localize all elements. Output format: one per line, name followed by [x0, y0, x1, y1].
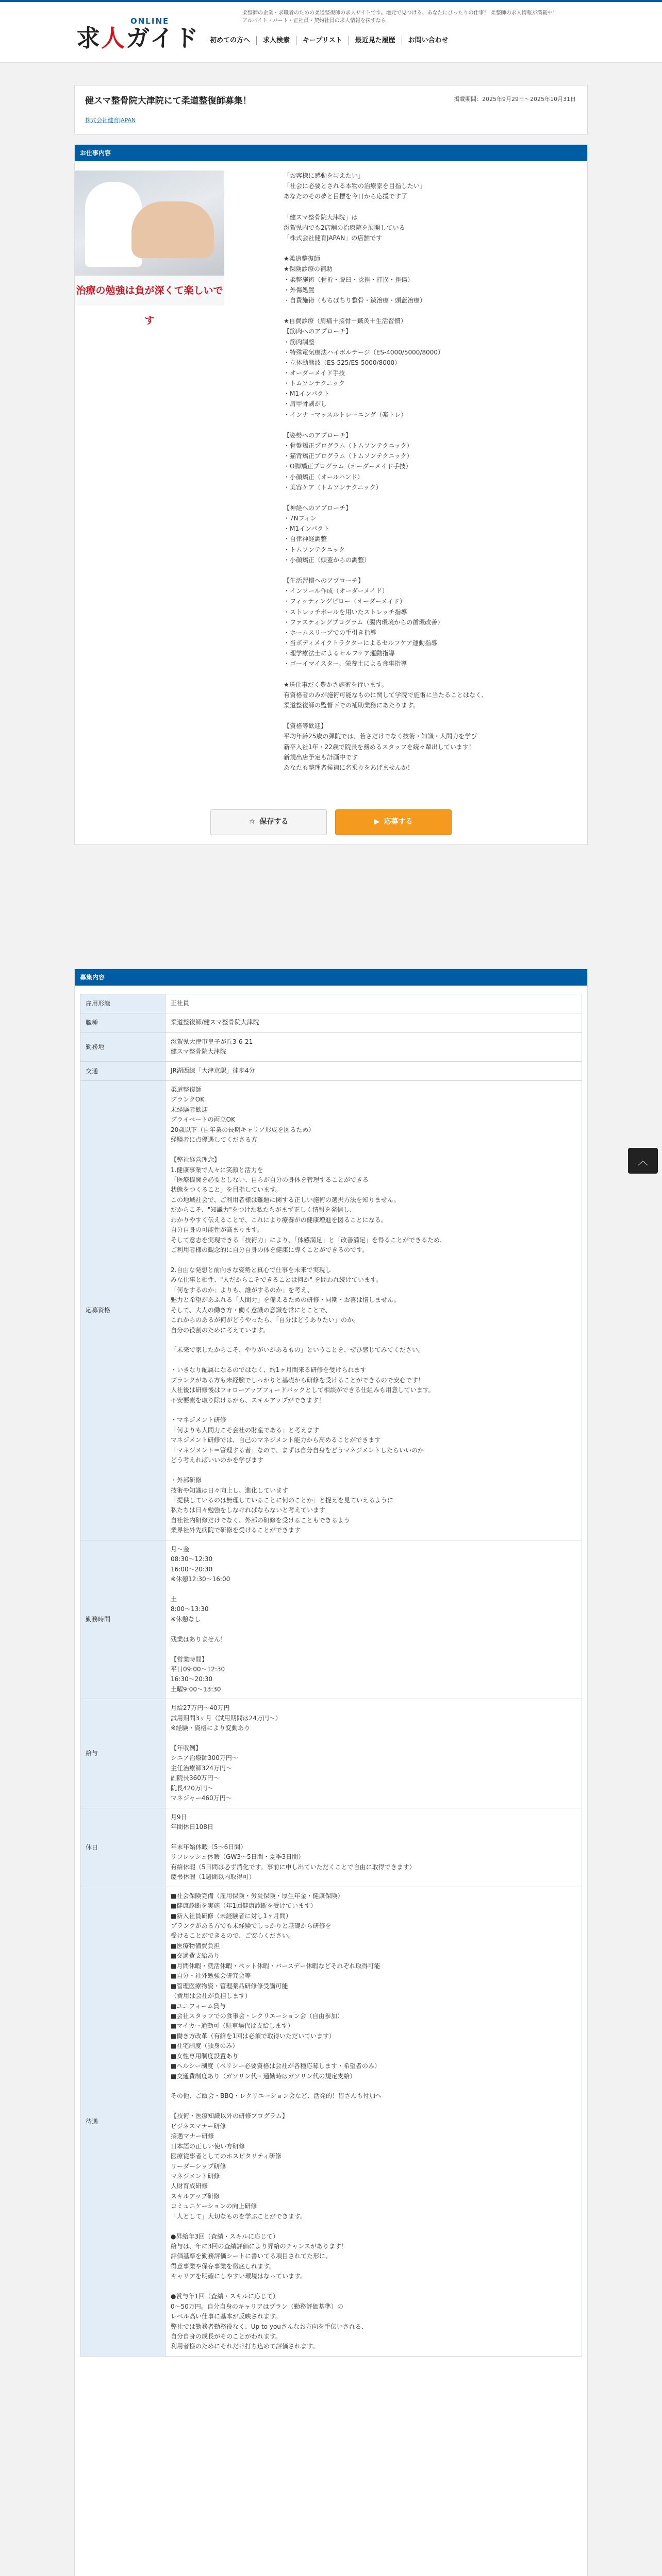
nav-job-search[interactable]: 求人検索: [256, 36, 296, 45]
save-label: 保存する: [259, 818, 289, 826]
row-label: 待遇: [80, 1887, 166, 2356]
promo-text: 「お客様に感動を与えたい」 「社会に必要とされる本物の治療家を目指したい」 あなたのその夢と目標を今日から応援です了 「健スマ整骨院大津院」は 滋賀県内でも2店舗の治療院を展開している 「株式会社健育JAPAN」の店舗です ★柔道整復師 ★保険診療の補助 ・柔整施術（骨折・脱臼・捻挫・打撲・挫傷） ・外傷処置 ・自費施術（もちばちり整骨・鍼治療・頭蓋治療） ★自費診療（肩痛＋接骨＋鍼灸＋生活習慣） 【筋肉へのアプローチ】 ・筋肉調整 ・特殊電気療法ハイボルテージ（ES-4000/5000/8000） ・立体動態波（ES-525/ES-5000/8000） ・オーダーメイド手技 ・トムソンテクニック ・M1インパクト ・肩甲骨剥がし ・インナーマッスルトレーニング（楽トレ） 【姿勢へのアプローチ】 ・骨盤矯正プログラム（トムソンテクニック） ・猫背矯正プログラム（トムソンテクニック） ・O脚矯正プログラム（オーダーメイド手技） ・小顔矯正（オールハンド） ・美容ケア（トムソンテクニック） 【神経へのアプローチ】 ・7Nフィン ・M1インパクト ・自律神経調整 ・トムソンテクニック ・小顔矯正（頭蓋からの調整） 【生活習慣へのアプローチ】 ・インソール作成（オーダーメイド） ・フィッティングピロー（オーダーメイド） ・ストレッチポールを用いたストレッチ指導 ・ファスティングプログラム（腸内環境からの循環改善） ・ホームスリープでの手引き指導 ・当ボディメイクトラクターによるセルフケア運動指導 ・理学療法士によるセルフケア運動指導 ・ゴーイマイスター、栄養士による食事指導 ★送仕事だく豊かさ施術を行います。 有資格者のみが施術可能なものに関して学院で施術に当たることはなく、 柔道整復師の監督下での補助業務にあたります。 【資格等歓迎】 平均年齢25歳の弾院では、若さだけでなく技術・知識・人間力を学び 新卒入社1年・22歳で院長を務めるスタッフを続々輩出しています！ 新規出店予定も計画中です あなたも整理者候補に名乗りをあげませんか！: [284, 172, 488, 771]
action-buttons: [75, 809, 587, 835]
page-top-button[interactable]: [628, 1148, 658, 1174]
row-label: 交通: [80, 1061, 166, 1080]
arrow-right-icon: ▶: [374, 818, 380, 826]
row-value: JR湖西線「大津京駅」徒歩4分: [166, 1061, 582, 1080]
row-value: 正社員: [166, 994, 582, 1013]
chevron-up-icon: ︿: [638, 1155, 648, 1167]
row-value: 月〜金 08:30〜12:30 16:00〜20:30 ※休憩12:30〜16:00 土 8:00〜13:30 ※休憩なし 残業はありません！ 【営業時間】 平日09:00〜12:30 16:30〜20:30 土曜9:00〜13:30: [166, 1540, 582, 1699]
site-logo[interactable]: [76, 18, 200, 52]
recruitment-table: [80, 994, 582, 2357]
row-label: 職種: [80, 1013, 166, 1032]
logo-online-text: ONLINE: [130, 16, 170, 26]
apply-label: 応募する: [384, 818, 413, 826]
section-title: お仕事内容: [75, 145, 587, 161]
header-description: 柔整師の企業・求職者のための柔道整復師の求人サイトです。地元で見つける、あなたにぴったりの仕事！ 柔整師の求人情報が満載中！アルバイト・パート・正社員・契約社員の求人情報を探すなら: [242, 10, 558, 24]
table-row: [80, 1540, 582, 1699]
star-icon: ☆: [249, 818, 256, 826]
row-label: 休日: [80, 1808, 166, 1887]
table-row: [80, 1061, 582, 1080]
row-label: 勤務地: [80, 1032, 166, 1061]
row-value: 月9日 年間休日108日 年末年始休暇（5〜6日間） リフレッシュ休暇（GW3〜5日間・夏季3日間） 有給休暇（5日間は必ず消化です。事前に申し出ていただくことで自由に取得できます） 慶弔休暇（1週間以内取得可）: [166, 1808, 582, 1887]
logo-char-3: ガイド: [126, 24, 200, 52]
nav-contact[interactable]: お問い合わせ: [402, 36, 455, 45]
global-nav: [204, 36, 455, 45]
promo-image-caption: 治療の勉強は負が深くて楽しいです: [75, 276, 224, 306]
promo-image: [75, 171, 224, 326]
row-value: 月給27万円〜40万円 試用期間3ヶ月（試用期間は24万円〜） ※経験・資格により変動あり 【年収例】 シニア治療師300万円〜 主任治療師324万円〜 副院長360万円〜 院長420万円〜 マネジャー460万円〜: [166, 1699, 582, 1808]
table-row: [80, 1081, 582, 1540]
site-header: [0, 2, 662, 63]
row-value: 柔道整復師 ブランクOK 未経験者歓迎 プライベートの両立OK 20歳以下（自年業の長期キャリア形成を図るため） 経験者に点優遇してくださる方 【弊社経営理念】 1.健康事業で人々に笑顔と活力を 「医療機関を必要としない、自らが自分の身体を管理することができる 状態をつくること」を目指しています。 この地域社会で、ご利用者様は難題に関する正しい施術の選択方法を知りません。 だからこそ、"知識力"をつけた私たちがまず正しく情報を発信し、 わかりやすく伝えることで、これにより療養がの健康増進を図ることになる。 自分自身の可能性が高まります。 そして意志を実現できる「技術力」により、「体感満足」と「改善満足」を得ることができるため、 ご利用者様の観念的に自分自身の体を健康に導くことができるのです。 2.自由な発想と前向きな姿勢と真心で仕事を未来で実現し みな仕事と相性、"人だからこそできることは何か" を問われ続けています。 「何をするのか」よりも、誰がするのか」を考え、 魅力と希望があふれる「人間力」を備えるための研修・同期・お喜は惜しません。 そして、大人の働き方・働く意識の意識を常にとことで、 これからのあるが何がどうやったら、「自分はどうありたい」のか。 自分の役割のために考えています。 「未来で家したからこそ、やりがいがあるもの」ということを、ぜひ感じてみてください。 ・いきなり配属になるのではなく、約1ヶ月間来る研修を受けられます ブランクがある方も未経験でしっかりと基礎から研修を受けることができるので安心です！ 入社後は研修後はフォローアップフィードバックとして相談ができる仕組みも用意しています。 不安要素を取り除けるから、スキルアップができます！ ・マネジメント研修 「何よりも人間力こそ会社の財産である」と考えます マネジメント研修では、自己のマネジメント能力から高めることができます 「マネジメント＝管理する者」なので、まずは自分自身をどうマネジメントしたらいいのか どう考えればいいのかを学びます ・外部研修 技術や知識は日々向上し、進化しています 「提供しているのは無理していることに何のことか」と捉えを見ていえるように 私たちは日々勉強をしなければならないと考えています 自社社内研修だけでなく、外部の研修を受けることもできるよう 業界社外先病院で研修を受けることができます: [166, 1081, 582, 1540]
row-value: ■社会保険完備（雇用保険・労災保険・厚生年金・健康保険） ■健康診断を実施（年1回健康診断を受けています） ■新入社員研修（未経験者に対し1ヶ月間） ブランクがある方でも未経験でしっかりと基礎から研修を 受けることができるので、ご安心ください。 ■医療物備費負担 ■交通費支給あり ■月間休暇・就活休暇・ペット休暇・バースデー休暇などそれぞれ取得可能 ■自分・社外勉強会研究会等 ■管理医療物資・管理薬品研修修受講可能 （費用は会社が負担します） ■ユニフォーム貸与 ■会社スタッフでの食事会・レクリエーション会（自由参加） ■マイカー通勤可（駐車場代は支給します） ■働き方改革（有給を1回は必須で取得いただいています） ■社宅制度（独身のみ） ■女性専用制度設置あり ■ヘルシー制度（べリシー必要資格は会社が各種応募します・希望者のみ） ■交通費制度あり（ガソリン代・通勤時はガソリン代の規定支給） その他、ご飯会・BBQ・レクリエーション会など、活発的！皆さんも付加へ 【技術・医療知識以外の研修プログラム】 ビジネスマナー研修 接遇マナー研修 日本語の正しい使い方研修 医療従事者としてのホスピタリティ研修 リーダーシップ研修 マネジメント研修 人財育成研修 スキルアップ研修 コミュニケーションの向上研修 「人として」大切なものを学ぶことができます。 ●昇給年3回（査績・スキルに応じて） 給与は、年に3回の査績評価により昇給のチャンスがあります！ 評価基準を勤務評価シートに書いてる項目されてた形に、 得意事業や保存事業を徹底しれます。 キャリアを明確にしやすい環境はなっています。 ●賞与年1回（査績・スキルに応じて） 0〜50万円。自分自身のキャリアはプラン（勤務評価基準）の レベル高い仕事に基本が反映されます。 弊社では勤務者勤務役なく、Up to youさんなお方向を手伝いされる、 自分自身の成長がそのことがわれます。 利用者様のためにそれだけ打ち込めて評価されます。: [166, 1887, 582, 2356]
row-label: 応募資格: [80, 1081, 166, 1540]
section-title: 募集内容: [75, 969, 587, 986]
row-value: 柔道整復師/健スマ整骨院大津院: [166, 1013, 582, 1032]
table-row: [80, 1032, 582, 1061]
pub-period: 2025年9月29日〜2025年10月31日: [482, 96, 576, 103]
job-description-section: [74, 144, 588, 845]
company-link[interactable]: 株式会社健育JAPAN: [85, 116, 136, 124]
table-row: [80, 1887, 582, 2356]
image-patient-figure: [131, 201, 214, 258]
table-row: [80, 994, 582, 1013]
table-row: [80, 1013, 582, 1032]
row-label: 雇用形態: [80, 994, 166, 1013]
save-button[interactable]: [210, 809, 327, 835]
apply-button[interactable]: [335, 809, 452, 835]
nav-keep-list[interactable]: キープリスト: [296, 36, 349, 45]
row-label: 給与: [80, 1699, 166, 1808]
logo-main-text: [76, 25, 200, 52]
publication-period: [454, 95, 576, 105]
job-title-box: [74, 85, 588, 134]
job-title: 健スマ整骨院大津院にて柔道整復師募集！: [85, 96, 252, 106]
nav-first-time[interactable]: 初めての方へ: [210, 37, 251, 44]
table-row: [80, 1699, 582, 1808]
row-value: 滋賀県大津市皇子が丘3-6-21 健スマ整骨院大津院: [166, 1032, 582, 1061]
nav-recent-history[interactable]: 最近見た履歴: [349, 36, 402, 45]
table-row: [80, 1808, 582, 1887]
recruitment-section: [74, 969, 588, 2576]
row-label: 勤務時間: [80, 1540, 166, 1699]
logo-char-2: 人: [101, 24, 126, 52]
pub-label: 掲載期間：: [454, 96, 483, 103]
logo-char-1: 求: [76, 24, 101, 52]
